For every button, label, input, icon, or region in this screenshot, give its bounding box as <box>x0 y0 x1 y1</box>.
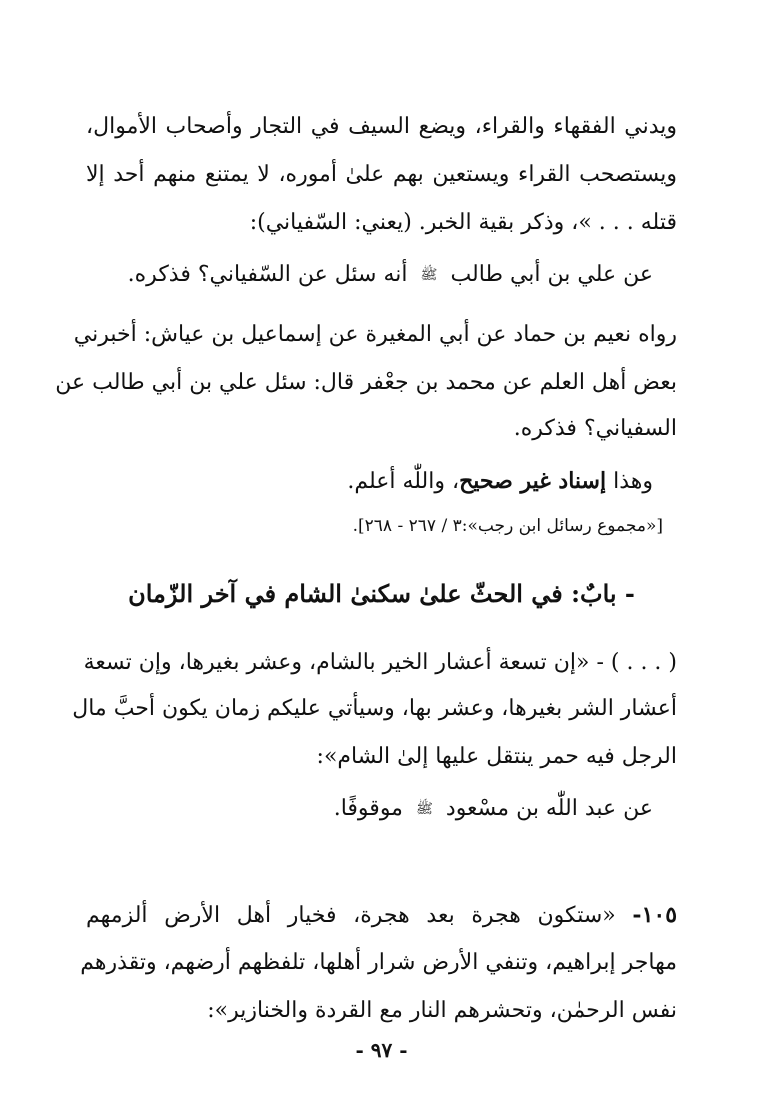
paragraph-3-line-1: ( . . . ) - «إن تسعة أعشار الخير بالشام، وعشر بغيرها، وإن تسعة <box>83 650 677 675</box>
page-number: - ٩٧ - <box>355 1038 408 1062</box>
paragraph-2-line-1: رواه نعيم بن حماد عن أبي المغيرة عن إسماعيل بن عياش: أخبرني <box>73 322 677 347</box>
chapter-heading: - بابٌ: في الحثّ علىٰ سكنىٰ الشام في آخر الزّمان <box>128 579 635 608</box>
source-reference: [«مجموع رسائل ابن رجب»:٣ / ٢٦٧ - ٢٦٨]. <box>352 516 663 536</box>
paragraph-2-line-3: السفياني؟ فذكره. <box>513 416 677 441</box>
paragraph-1-line-1: ويدني الفقهاء والقراء، ويضع السيف في التجار وأصحاب الأموال، <box>86 114 677 139</box>
paragraph-1-line-2: ويستصحب القراء ويستعين بهم علىٰ أموره، لا يمتنع منهم أحد إلا <box>86 162 677 187</box>
paragraph-4-line-1 <box>86 898 677 932</box>
paragraph-4-line-1-text: «ستكون هجرة بعد هجرة، فخيار أهل الأرض ألزمهم <box>86 903 616 928</box>
verdict-line <box>86 464 653 498</box>
narration-1-after: أنه سئل عن السّفياني؟ فذكره. <box>127 262 408 287</box>
verdict-suffix: ، واللّٰه أعلم. <box>347 469 460 494</box>
honorific-glyph: ﷺ <box>415 801 433 817</box>
narration-2-before: عن عبد اللّٰه بن مسْعود <box>445 796 653 821</box>
narration-2 <box>86 792 653 826</box>
narration-1-before: عن علي بن أبي طالب <box>450 262 653 287</box>
verdict-bold: إسناد غير صحيح <box>459 468 607 494</box>
paragraph-1-line-3: قتله . . . »، وذكر بقية الخبر. (يعني: السّفياني): <box>249 210 677 235</box>
paragraph-3-line-2: أعشار الشر بغيرها، وعشر بها، وسيأتي عليكم زمان يكون أحبَّ مال <box>72 696 677 721</box>
paragraph-4-line-2: مهاجر إبراهيم، وتنفي الأرض شرار أهلها، تلفظهم أرضهم، وتقذرهم <box>80 950 677 975</box>
narration-1 <box>86 258 653 292</box>
verdict-prefix: وهذا <box>613 469 653 494</box>
narration-2-after: موقوفًا. <box>333 796 403 821</box>
honorific-glyph: ﷺ <box>420 267 438 283</box>
hadith-number: ١٠٥- <box>632 902 678 928</box>
paragraph-2-line-2: بعض أهل العلم عن محمد بن جعْفر قال: سئل علي بن أبي طالب عن <box>55 370 677 395</box>
paragraph-4-line-3: نفس الرحمٰن، وتحشرهم النار مع القردة والخنازير»: <box>207 998 677 1023</box>
paragraph-3-line-3: الرجل فيه حمر ينتقل عليها إلىٰ الشام»: <box>316 744 677 769</box>
